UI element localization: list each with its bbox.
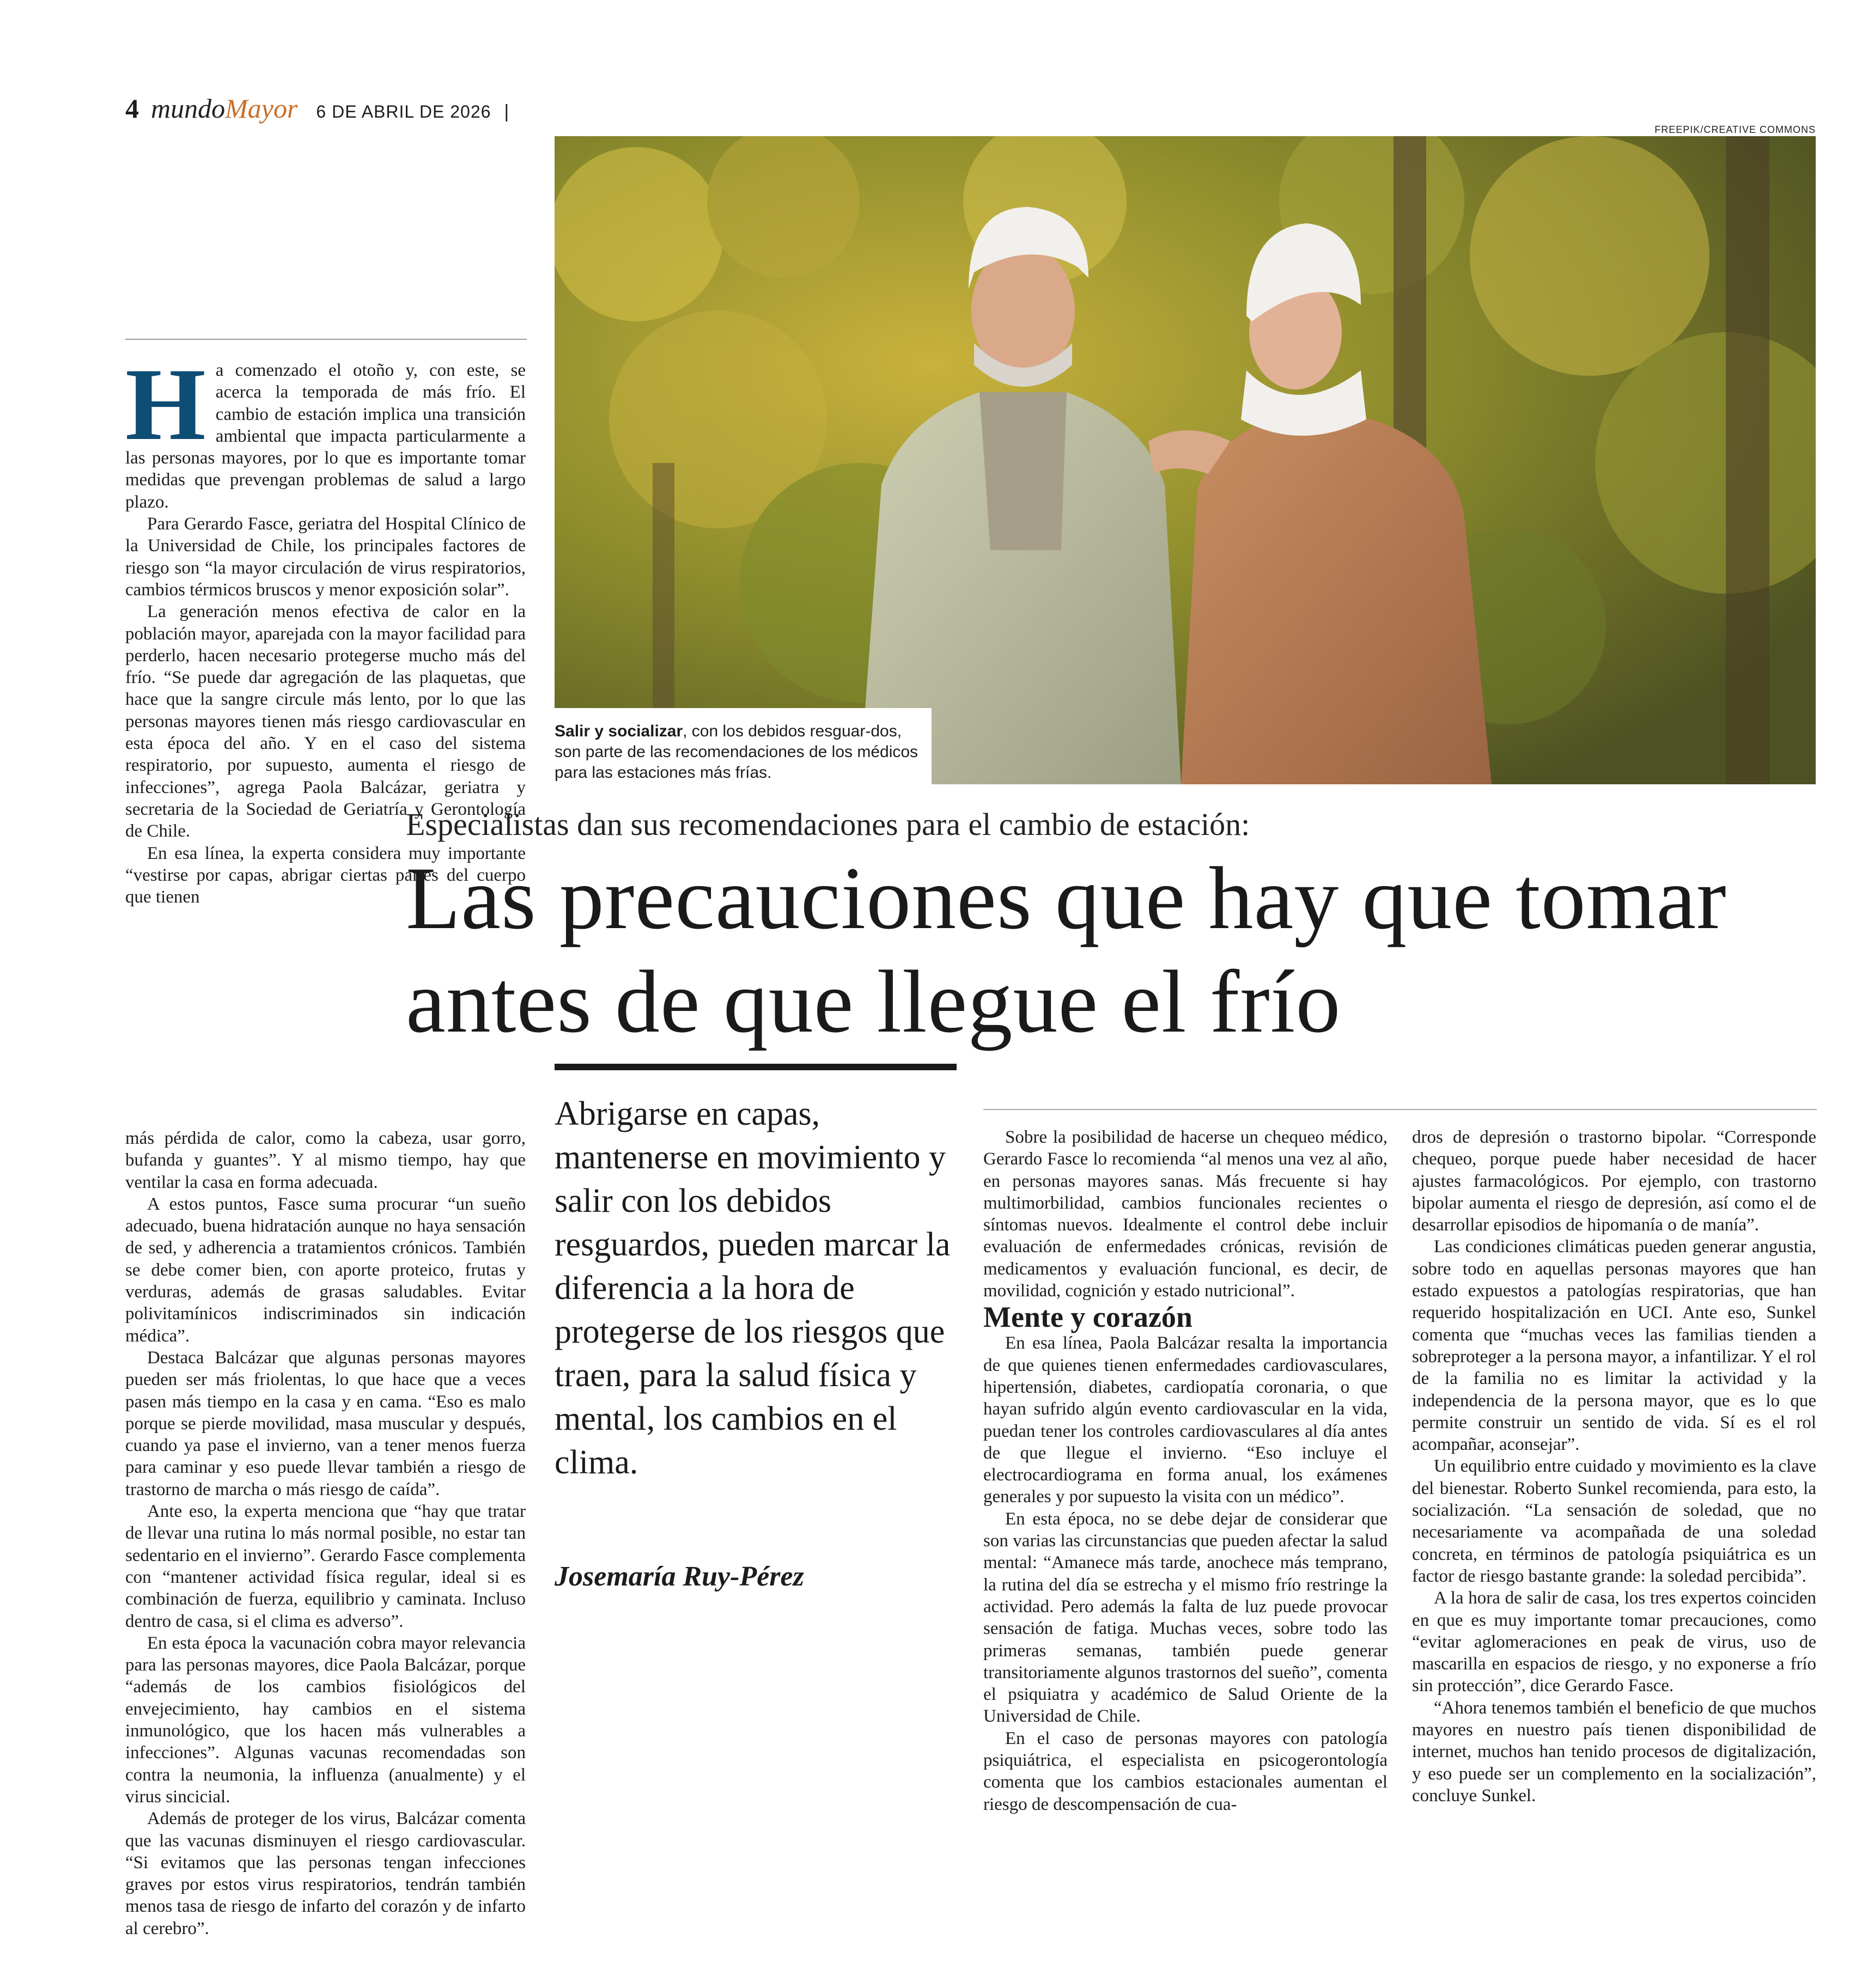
- column-rule-top: [983, 1109, 1817, 1110]
- photo-credit: FREEPIK/CREATIVE COMMONS: [1654, 124, 1816, 135]
- article-paragraph: En el caso de personas mayores con patología psiquiátrica, el especialista en psicogerontología comenta que los cambios estacionales aumentan el riesgo de descompensación de cua-: [983, 1728, 1388, 1814]
- article-column-right: [1412, 1126, 1816, 1807]
- article-paragraph: A la hora de salir de casa, los tres expertos coinciden en que es muy importante tomar precauciones, como “evitar aglomeraciones en peak de virus, uso de mascarilla en espacios de riesgo, y no exponerse a frío sin protección”, dice Gerardo Fasce.: [1412, 1588, 1816, 1696]
- article-paragraph: Destaca Balcázar que algunas personas mayores pueden ser más friolentas, lo que hace que a veces pasen más tiempo en la casa y en cama. “Eso es malo porque se pierde movilidad, masa muscular y después, cuando ya pase el invierno, van a tener menos fuerza para caminar y eso puede llevar también a riesgo de trastorno de marcha o más riesgo de caída”.: [125, 1347, 526, 1499]
- headline-line-1: Las precauciones que hay que tomar: [406, 849, 1727, 948]
- article-column-middle: [983, 1126, 1388, 1815]
- article-paragraph: La generación menos efectiva de calor en la población mayor, aparejada con la mayor facilidad para perderlo, hacen necesario protegerse mucho más del frío. “Se puede dar agregación de las plaquetas, que hace que la sangre circule más lento, por lo que las personas mayores tienen más riesgo cardiovascular en esta época del año. Y en el caso del sistema respiratorio, por supuesto, aumenta el riesgo de infecciones”, agrega Paola Balcázar, geriatra y secretaria de la Sociedad de Geriatría y Gerontología de Chile.: [125, 602, 526, 841]
- article-paragraph: En esta época la vacunación cobra mayor relevancia para las personas mayores, dice Paola Balcázar, porque “además de los cambios fisiológicos del envejecimiento, hay cambios en el sistema inmunológico, que los hacen más vulnerables a infecciones”. Algunas vacunas recomendadas son contra la neumonia, la influenza (anualmente) y el virus sincicial.: [125, 1633, 526, 1807]
- article-paragraph: A estos puntos, Fasce suma procurar “un sueño adecuado, buena hidratación aunque no haya sensación de sed, y adherencia a tratamientos crónicos. También se debe comer bien, con aporte proteico, frutas y verduras, además de grasas saludables. Evitar polivitamínicos indiscriminados sin indicación médica”.: [125, 1194, 526, 1346]
- header-separator: |: [504, 101, 509, 122]
- byline: Josemaría Ruy-Pérez: [555, 1561, 804, 1592]
- article-photo: [555, 136, 1816, 784]
- deck-rule: [555, 1064, 957, 1070]
- article-paragraph: Ante eso, la experta menciona que “hay que tratar de llevar una rutina lo más normal posible, no estar tan sedentario en el invierno”. Gerardo Fasce complementa con “mantener actividad física regular, ideal si es combinación de fuerza, equilibrio y caminata. Incluso dentro de casa, si el clima es adverso”.: [125, 1502, 526, 1631]
- article-paragraph: En esa línea, la experta considera muy importante “vestirse por capas, abrigar ciertas partes del cuerpo que tienen: [125, 843, 526, 907]
- article-paragraph: En esa línea, Paola Balcázar resalta la importancia de que quienes tienen enfermedades cardiovasculares, hipertensión, diabetes, cardiopatía coronaria, o que hayan sufrido algún evento cardiovascular en la vida, puedan tener los controles cardiovasculares al día antes de que llegue el invierno. “Eso incluye el electrocardiograma en forma anual, los exámenes generales y por supuesto la visita con un médico”.: [983, 1333, 1388, 1507]
- article-paragraph: dros de depresión o trastorno bipolar. “Corresponde chequeo, porque puede haber necesidad de hacer ajustes farmacológicos. Por ejemplo, con trastorno bipolar aumenta el riesgo de depresión, así como el de desarrollar episodios de hipomanía o de manía”.: [1412, 1127, 1816, 1235]
- headline: [406, 847, 1727, 1054]
- column-rule: [125, 339, 527, 340]
- caption-lead: Salir y socializar: [555, 722, 683, 740]
- deck-summary: Abrigarse en capas, mantenerse en movimiento y salir con los debidos resguardos, pueden marcar la diferencia a la hora de protegerse de los riesgos que traen, para la salud física y mental, los cambios en el clima.: [555, 1095, 951, 1481]
- article-paragraph: “Ahora tenemos también el beneficio de que muchos mayores en nuestro país tienen disponibilidad de internet, muchos han tenido procesos de digitalización, y eso puede ser un complemento en la socialización”, concluye Sunkel.: [1412, 1698, 1816, 1806]
- section-subhead: Mente y corazón: [983, 1301, 1192, 1334]
- article-paragraph: Sobre la posibilidad de hacerse un chequeo médico, Gerardo Fasce lo recomienda “al menos una vez al año, en personas mayores sanas. Más frecuente si hay multimorbilidad, cambios funcionales recientes o síntomas nuevos. Idealmente el control debe incluir evaluación de enfermedades crónicas, revisión de medicamentos y evaluación funcional, es decir, de movilidad, cognición y estado nutricional”.: [983, 1127, 1388, 1301]
- article-paragraph: Las condiciones climáticas pueden generar angustia, sobre todo en aquellas personas mayores que han estado expuestos a patologías respiratorias, que han requerido hospitalización en UCI. Ante eso, Sunkel comenta que “muchas veces las familias tienden a sobreproteger a la persona mayor, a infantilizar. Y el rol de la familia no es limitar la actividad y la independencia de la persona mayor, que es lo que permite construir un sentido de vida. Sí es el rol acompañar, aconsejar”.: [1412, 1237, 1816, 1455]
- section-name-part1: mundo: [151, 93, 226, 124]
- photo-caption: [545, 708, 932, 789]
- headline-line-2: antes de que llegue el frío: [406, 953, 1341, 1051]
- issue-date: 6 DE ABRIL DE 2026: [316, 102, 491, 121]
- section-name-part2: Mayor: [225, 93, 298, 124]
- article-paragraph: Además de proteger de los virus, Balcázar comenta que las vacunas disminuyen el riesgo cardiovascular. “Si evitamos que las personas tengan infecciones graves por estos virus respiratorios, tendrán también menos tasa de riesgo de infarto del corazón y de infarto al cerebro”.: [125, 1809, 526, 1938]
- article-column-left-bottom: [125, 1127, 526, 1940]
- article-paragraph: Un equilibrio entre cuidado y movimiento es la clave del bienestar. Roberto Sunkel recomienda, para esto, la socialización. “La sensación de soledad, que no necesariamente va acompañada de una soledad concreta, en términos de patología psiquiátrica es un factor de riesgo bastante grande: la soledad percibida”.: [1412, 1456, 1816, 1586]
- article-paragraph: Ha comenzado el otoño y, con este, se acerca la temporada de más frío. El cambio de estación implica una transición ambiental que impacta particularmente a las personas mayores, por lo que es importante tomar medidas que prevengan problemas de salud a largo plazo.: [125, 347, 526, 512]
- drop-cap: H: [125, 347, 206, 462]
- article-column-left-top: [125, 347, 526, 908]
- article-paragraph: Para Gerardo Fasce, geriatra del Hospital Clínico de la Universidad de Chile, los principales factores de riesgo son “la mayor circulación de virus respiratorios, cambios térmicos bruscos y menor exposición solar”.: [125, 514, 526, 600]
- article-paragraph: En esta época, no se debe dejar de considerar que son varias las circunstancias que pueden afectar la salud mental: “Amanece más tarde, anochece más temprano, la rutina del día se estrecha y el mismo frío restringe la actividad. Pero además la falta de luz puede provocar sensación de fatiga. Muchas veces, sobre todo las primeras semanas, también puede generar transitoriamente algunos trastornos del sueño”, comenta el psiquiatra y académico de Salud Oriente de la Universidad de Chile.: [983, 1509, 1388, 1727]
- page-header: [125, 93, 509, 125]
- page-number: 4: [125, 93, 139, 124]
- headline-kicker: Especialistas dan sus recomendaciones para el cambio de estación:: [406, 807, 1250, 842]
- photo-couple-autumn: [555, 136, 1816, 784]
- article-paragraph: más pérdida de calor, como la cabeza, usar gorro, bufanda y guantes”. Y al mismo tiempo, hay que ventilar la casa en forma adecuada.: [125, 1129, 526, 1192]
- caption-text: , con los debidos resguar-dos, son parte de las recomendaciones de los médicos para las estaciones más frías.: [555, 722, 918, 782]
